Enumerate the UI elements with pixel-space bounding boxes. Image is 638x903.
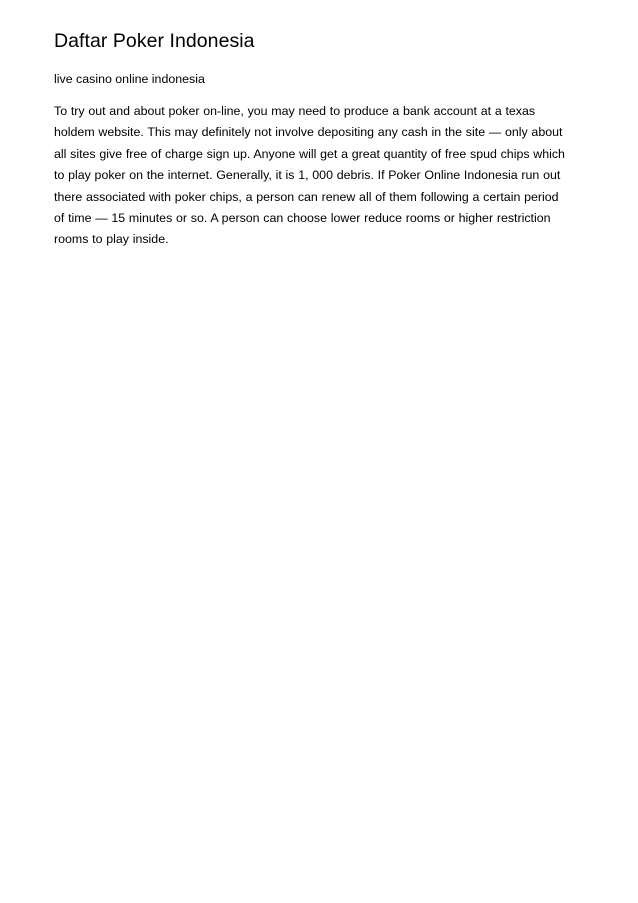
document-title: Daftar Poker Indonesia	[54, 30, 255, 52]
paragraph-line: to play poker on the internet. Generally, it is 1, 000 debris. If Poker Online Indonesia run out	[54, 168, 561, 183]
paragraph-line: rooms to play inside.	[54, 232, 169, 247]
paragraph-line: To try out and about poker on-line, you may need to produce a bank account at a texas	[54, 104, 536, 118]
paragraph-line: of time — 15 minutes or so. A person can choose lower reduce rooms or higher restriction	[54, 211, 551, 226]
paragraph-line: there associated with poker chips, a person can renew all of them following a certain period	[54, 189, 559, 204]
paragraph-line: holdem website. This may definitely not involve depositing any cash in the site — only about	[54, 125, 563, 140]
body-paragraph	[54, 101, 594, 251]
document-subtitle: live casino online indonesia	[54, 72, 205, 86]
paragraph-line: all sites give free of charge sign up. Anyone will get a great quantity of free spud chips which	[54, 146, 565, 161]
